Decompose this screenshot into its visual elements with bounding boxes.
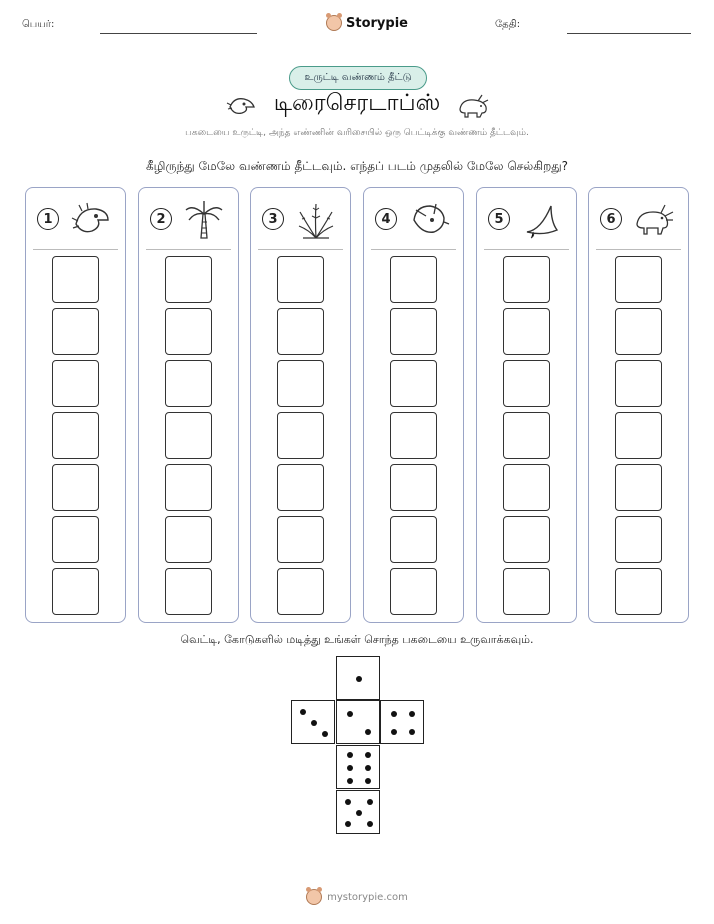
color-box[interactable]: [52, 360, 99, 407]
color-box[interactable]: [615, 308, 662, 355]
color-box[interactable]: [52, 568, 99, 615]
footer: [0, 889, 714, 905]
page-subtitle: பகடையை உருட்டி, அந்த எண்ணின் வரிசையில் ஒரு பெட்டிக்கு வண்ணம் தீட்டவும்.: [185, 128, 529, 138]
color-box[interactable]: [615, 412, 662, 459]
column-number: 1: [37, 208, 59, 230]
color-box[interactable]: [615, 360, 662, 407]
color-box[interactable]: [390, 464, 437, 511]
color-box[interactable]: [165, 412, 212, 459]
color-box[interactable]: [503, 464, 550, 511]
footer-url[interactable]: mystorypie.com: [327, 891, 408, 903]
color-box[interactable]: [390, 568, 437, 615]
column-number: 3: [262, 208, 284, 230]
die-pip: [347, 752, 353, 758]
color-box[interactable]: [390, 516, 437, 563]
color-box[interactable]: [277, 412, 324, 459]
color-box[interactable]: [503, 568, 550, 615]
die-pip: [347, 765, 353, 771]
color-box[interactable]: [52, 412, 99, 459]
color-box[interactable]: [615, 568, 662, 615]
name-line[interactable]: [100, 33, 257, 34]
color-box[interactable]: [165, 568, 212, 615]
die-pip: [322, 731, 328, 737]
page-title: டிரைசெரடாப்ஸ்: [273, 90, 441, 116]
die-pip: [347, 711, 353, 717]
die-pip: [367, 821, 373, 827]
triceratops-icon: [633, 200, 675, 240]
name-label: பெயர்:: [22, 19, 55, 30]
die-pip: [347, 778, 353, 784]
color-box[interactable]: [390, 308, 437, 355]
bear-logo-icon: [326, 15, 342, 31]
bird-head-icon: [70, 200, 112, 240]
tracker-column-3: [250, 187, 351, 623]
color-box[interactable]: [503, 516, 550, 563]
fern-bush-icon: [295, 200, 337, 240]
color-box[interactable]: [615, 516, 662, 563]
die-face-4: [380, 700, 424, 744]
date-label: தேதி:: [495, 19, 521, 30]
cut-instruction: வெட்டி, கோடுகளில் மடித்து உங்கள் சொந்த பகடையை உருவாக்கவும்.: [180, 633, 534, 646]
die-pip: [409, 711, 415, 717]
bird-head-icon: [224, 93, 256, 119]
die-pip: [365, 778, 371, 784]
color-box[interactable]: [615, 256, 662, 303]
column-number: 4: [375, 208, 397, 230]
color-box[interactable]: [165, 516, 212, 563]
die-pip: [345, 821, 351, 827]
date-line[interactable]: [567, 33, 691, 34]
column-number: 6: [600, 208, 622, 230]
die-pip: [345, 799, 351, 805]
color-box[interactable]: [277, 308, 324, 355]
color-box[interactable]: [277, 464, 324, 511]
tracker-column-4: [363, 187, 464, 623]
column-divider: [258, 249, 343, 250]
color-box[interactable]: [52, 308, 99, 355]
column-divider: [596, 249, 681, 250]
die-pip: [391, 711, 397, 717]
tracker-column-5: [476, 187, 577, 623]
color-box[interactable]: [277, 360, 324, 407]
horn-icon: [521, 200, 563, 240]
color-box[interactable]: [165, 464, 212, 511]
color-box[interactable]: [277, 256, 324, 303]
column-divider: [33, 249, 118, 250]
die-pip: [365, 752, 371, 758]
color-box[interactable]: [390, 412, 437, 459]
die-pip: [365, 765, 371, 771]
color-box[interactable]: [503, 360, 550, 407]
die-pip: [409, 729, 415, 735]
color-box[interactable]: [390, 360, 437, 407]
column-divider: [484, 249, 569, 250]
color-box[interactable]: [390, 256, 437, 303]
die-pip: [365, 729, 371, 735]
activity-badge: உருட்டி வண்ணம் தீட்டு: [289, 66, 427, 90]
triceratops-head-icon: [408, 200, 450, 240]
color-box[interactable]: [52, 516, 99, 563]
die-pip: [391, 729, 397, 735]
column-divider: [371, 249, 456, 250]
color-box[interactable]: [615, 464, 662, 511]
die-pip: [367, 799, 373, 805]
tracker-column-2: [138, 187, 239, 623]
color-box[interactable]: [52, 256, 99, 303]
color-box[interactable]: [165, 256, 212, 303]
die-pip: [356, 676, 362, 682]
bear-logo-icon: [306, 889, 322, 905]
color-box[interactable]: [165, 360, 212, 407]
logo-text: Storypie: [346, 15, 408, 31]
die-pip: [356, 810, 362, 816]
color-box[interactable]: [503, 256, 550, 303]
color-box[interactable]: [277, 516, 324, 563]
die-face-1: [336, 656, 380, 700]
color-box[interactable]: [52, 464, 99, 511]
color-box[interactable]: [503, 308, 550, 355]
die-face-6: [336, 745, 380, 789]
color-box[interactable]: [165, 308, 212, 355]
palm-tree-icon: [183, 200, 225, 240]
column-divider: [146, 249, 231, 250]
storypie-logo: [326, 15, 408, 31]
die-face-3: [291, 700, 335, 744]
column-number: 5: [488, 208, 510, 230]
tracker-column-6: [588, 187, 689, 623]
color-box[interactable]: [503, 412, 550, 459]
column-number: 2: [150, 208, 172, 230]
triceratops-icon: [456, 93, 490, 119]
die-pip: [300, 709, 306, 715]
die-face-5: [336, 790, 380, 834]
instruction-text: கீழிருந்து மேலே வண்ணம் தீட்டவும். எந்தப் படம் முதலில் மேலே செல்கிறது?: [145, 159, 569, 173]
die-face-2: [336, 700, 380, 744]
color-box[interactable]: [277, 568, 324, 615]
die-pip: [311, 720, 317, 726]
tracker-column-1: [25, 187, 126, 623]
